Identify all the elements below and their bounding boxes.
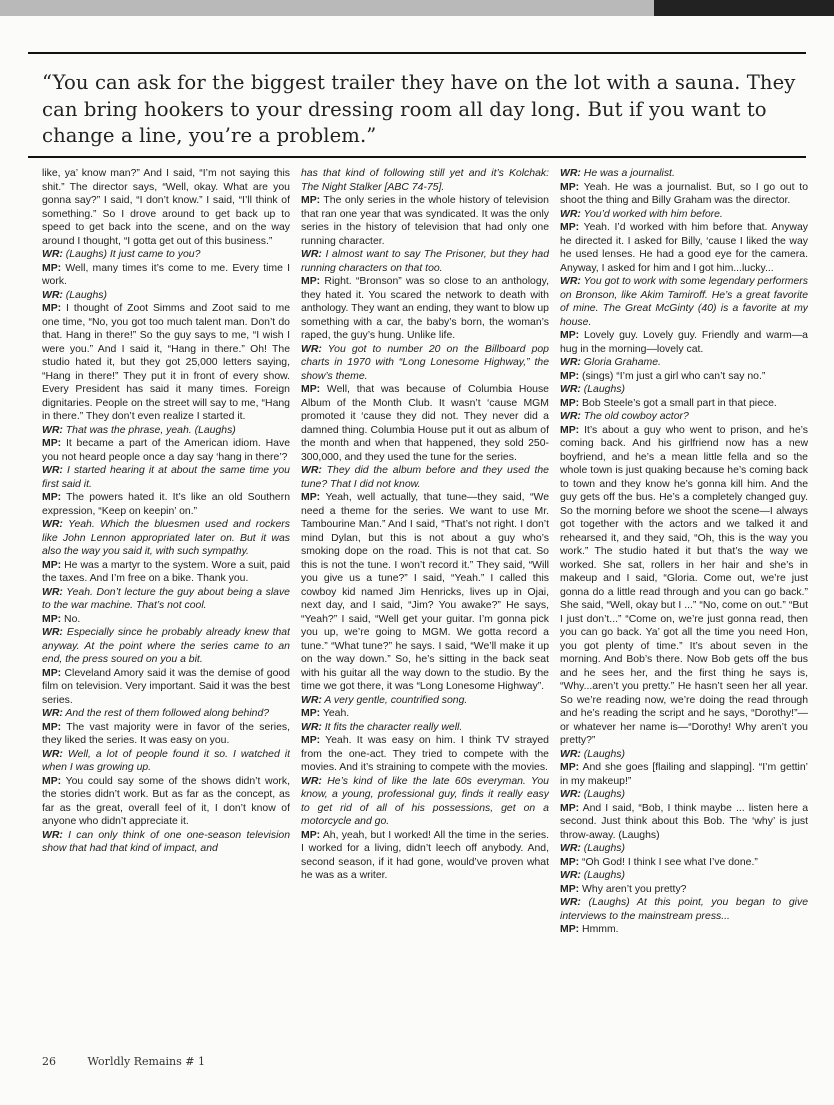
paragraph-text: Well, many times it’s come to me. Every time I work. <box>42 262 290 287</box>
speaker-label: MP: <box>560 762 580 773</box>
paragraph-text: Well, that was because of Columbia House Album of the Month Club. It wasn’t ‘cause MGM promoted it ‘cause they did not. They never did a damned thing. Columbia House put it out as album of the month and when that happened, they sold 250-300,000, and they used the tune for the series. <box>301 384 549 463</box>
paragraph-text: (Laughs) It just came to you? <box>65 249 201 260</box>
interview-paragraph <box>560 370 808 384</box>
paragraph-text: He was a journalist. <box>583 168 675 179</box>
interview-paragraph <box>301 343 549 384</box>
paragraph-text: You got to number 20 on the Billboard pop charts in 1970 with “Long Lonesome Highway,” the show’s theme. <box>301 343 549 382</box>
paragraph-text: has that kind of following still yet and it’s Kolchak: The Night Stalker [ABC 74-75]. <box>301 168 549 193</box>
speaker-label: MP: <box>560 883 580 895</box>
top-bar <box>0 0 834 16</box>
interview-paragraph <box>42 748 290 775</box>
speaker-label: WR: <box>560 168 581 179</box>
interview-paragraph <box>42 559 290 586</box>
speaker-label: WR: <box>301 775 322 787</box>
interview-paragraph <box>301 829 549 883</box>
speaker-label: WR: <box>42 424 63 436</box>
speaker-label: WR: <box>42 586 63 598</box>
paragraph-text: That was the phrase, yeah. (Laughs) <box>65 424 236 436</box>
paragraph-text: And she goes [flailing and slapping]. “I’m gettin’ in my makeup!” <box>560 762 808 787</box>
speaker-label: WR: <box>42 748 63 760</box>
interview-paragraph <box>42 707 290 721</box>
top-bar-dark-block <box>654 0 834 16</box>
speaker-label: WR: <box>42 627 63 638</box>
interview-paragraph <box>301 275 549 343</box>
interview-paragraph <box>560 383 808 397</box>
interview-paragraph <box>560 761 808 788</box>
interview-paragraph <box>301 694 549 708</box>
speaker-label: WR: <box>560 870 581 881</box>
interview-paragraph <box>42 829 290 856</box>
interview-paragraph <box>42 262 290 289</box>
article-columns <box>42 167 808 1049</box>
paragraph-text: Lovely guy. Lovely guy. Friendly and warm—a hug in the morning—lovely cat. <box>560 330 808 355</box>
interview-paragraph <box>560 181 808 208</box>
speaker-label: MP: <box>560 397 580 409</box>
interview-paragraph <box>301 707 549 721</box>
page-number: 26 <box>42 1055 56 1068</box>
speaker-label: WR: <box>560 843 581 854</box>
interview-paragraph <box>301 491 549 694</box>
interview-paragraph <box>560 356 808 370</box>
speaker-label: WR: <box>560 384 581 395</box>
paragraph-text: The old cowboy actor? <box>583 411 689 422</box>
interview-paragraph <box>560 883 808 897</box>
publication-title: Worldly Remains # 1 <box>87 1055 205 1068</box>
paragraph-text: I thought of Zoot Simms and Zoot said to me one time, “No, you got too much talent man. Don’t do that. Hang in there!” So the guy says to me, “I wish I were you.” And I said it, “Hang in there.” Oh! The studio hated it, but they got 25,000 letters saying, “Hang in there!” They put it in front of every show. Every President has said it many times. Foreign dignitaries. People on the street will say to me, “Hang in there.” They don’t even realize I started it. <box>42 303 290 422</box>
quote-bottom-rule <box>28 156 806 158</box>
paragraph-text: Yeah, well actually, that tune—they said, “We need a theme for the series. We want to use Mr. Tambourine Man.” And I said, “That’s not right. I don’t mind Dylan, but this is not about a guy who’s smoking dope on the road. This is not that cat. So this is not the tune. I won’t record it.” They said, “Will you give us a tune?” I said, “Yeah.” I called this cowboy kid named Jim Henricks, lives up in Ojai, next day, and I said, “Jim? You awake?” He says, “Yeah?” I said, “Well get your guitar. I’m gonna pick you up, we’re going to MGM. We gotta record a tune.” “What tune?” he says. I said, “We’ll make it up on the way down.” So, he’s sitting in the back seat with his guitar all the way down to the studio. By the time we got there, it was “Long Lonesome Highway”. <box>301 492 549 692</box>
paragraph-text: like, ya’ know man?” And I said, “I’m not saying this shit.” The director says, “Well, okay. What are you gonna say?” I said, “I don’t know.” I said, “I’ll think of something.” So I drove around to get back up to speed to get back into the scene, and on the way around I thought, “I gotta get out of this business.” <box>42 168 290 247</box>
speaker-label: WR: <box>560 276 581 287</box>
paragraph-text: The powers hated it. It’s like an old Southern expression, “Keep on keepin’ on.” <box>42 492 290 517</box>
interview-paragraph <box>42 248 290 262</box>
interview-paragraph <box>42 437 290 464</box>
interview-paragraph <box>301 734 549 775</box>
speaker-label: WR: <box>42 829 63 841</box>
speaker-label: MP: <box>301 708 321 719</box>
paragraph-text: (Laughs) <box>583 843 625 854</box>
paragraph-text: Yeah. Which the bluesmen used and rockers like John Lennon appropriated later on. But it was also the way you said it, with such sympathy. <box>42 519 290 557</box>
speaker-label: MP: <box>560 370 580 382</box>
speaker-label: WR: <box>42 519 63 530</box>
interview-paragraph <box>301 167 549 194</box>
paragraph-text: I started hearing it at about the same time you first said it. <box>42 465 290 490</box>
paragraph-text: Yeah. Don’t lecture the guy about being a slave to the war machine. That’s not cool. <box>42 586 290 611</box>
interview-paragraph <box>560 275 808 329</box>
column-1 <box>42 167 290 1049</box>
speaker-label: MP: <box>560 802 580 814</box>
speaker-label: WR: <box>560 357 581 368</box>
paragraph-text: Especially since he probably already knew that anyway. At the point where the series came to an end, the press soured on you a bit. <box>42 627 290 665</box>
interview-paragraph <box>301 464 549 491</box>
interview-paragraph <box>301 194 549 248</box>
page-footer <box>42 1055 205 1068</box>
interview-paragraph <box>560 208 808 222</box>
speaker-label: MP: <box>42 613 62 625</box>
speaker-label: WR: <box>560 208 581 220</box>
paragraph-text: (Laughs) <box>65 289 107 301</box>
speaker-label: WR: <box>560 748 581 760</box>
paragraph-text: I almost want to say The Prisoner, but they had running characters on that too. <box>301 249 549 274</box>
speaker-label: MP: <box>301 384 321 395</box>
paragraph-text: Yeah. <box>322 708 350 719</box>
interview-paragraph <box>42 667 290 708</box>
interview-paragraph <box>560 842 808 856</box>
speaker-label: WR: <box>560 411 581 422</box>
paragraph-text: (Laughs) <box>583 748 625 760</box>
paragraph-text: It became a part of the American idiom. Have you not heard people once a day say ‘hang in there’? <box>42 438 290 463</box>
interview-paragraph <box>301 383 549 464</box>
speaker-label: MP: <box>42 262 62 274</box>
speaker-label: MP: <box>301 276 321 287</box>
interview-paragraph <box>42 626 290 667</box>
paragraph-text: It’s about a guy who went to prison, and he’s coming back. And his girlfriend now has a new boyfriend, and he’s a mean little fella and so the whole town is just quaking because he’s coming back to town and they know he’s gonna kill him. And the guy gets off the bus. He’s a completely changed guy. So the morning before we shoot the scene—I always got together with the actors and we talked it and rehearsed it, and they said, “Oh, this is the way you work.” The studio hated it but that’s the way we worked. She sat, rollers in her hair and she’s in makeup and I said, “Gloria. Come out, we’re just gonna do a little read through and you can go back.” She said, “Well, okay but I ...” “No, come on out.” “But I just don’t...” “Come on, we’re just gonna read, then you can go back. Ya’ got all the time you need Hon, you got plenty of time.” It’s about seven in the morning. And Bob’s there. Now Bob gets off the bus and he sees her, and the first thing he says is, “Why...aren’t you pretty.” He hasn’t seen her all year. So we’re reading now, we’re doing the read through and he’s reading the script and he says, “Dorothy!”—or whatever her name is—“Dorothy! Why aren’t you pretty?” <box>560 424 808 746</box>
paragraph-text: You got to work with some legendary performers on Bronson, like Akim Tamiroff. He’s a great favorite of mine. The Great McGinty (40) is a favorite at my house. <box>560 276 808 328</box>
paragraph-text: Hmmm. <box>582 924 619 935</box>
speaker-label: MP: <box>42 559 62 571</box>
interview-paragraph <box>42 775 290 829</box>
interview-paragraph <box>560 788 808 802</box>
interview-paragraph <box>301 721 549 735</box>
speaker-label: MP: <box>560 181 580 193</box>
speaker-label: MP: <box>560 924 580 935</box>
speaker-label: WR: <box>560 897 581 908</box>
paragraph-text: (Laughs) <box>583 384 625 395</box>
interview-paragraph <box>42 518 290 559</box>
paragraph-text: Cleveland Amory said it was the demise of good film on television. Very important. Said it was the best series. <box>42 667 290 706</box>
paragraph-text: (sings) “I’m just a girl who can’t say no.” <box>582 370 766 382</box>
speaker-label: WR: <box>42 289 63 301</box>
interview-paragraph <box>560 802 808 843</box>
speaker-label: MP: <box>42 721 62 733</box>
paragraph-text: Why aren’t you pretty? <box>582 883 687 895</box>
paragraph-text: Bob Steele’s got a small part in that piece. <box>582 397 777 409</box>
paragraph-text: Right. “Bronson” was so close to an anthology, they hated it. You scared the network to death with anthology. They want an ending, they want to blow up something with a car, the baby’s born, the woman’s raped, the guy’s hung. Unlike life. <box>301 276 549 341</box>
paragraph-text: “Oh God! I think I see what I’ve done.” <box>582 856 758 868</box>
interview-paragraph <box>560 167 808 181</box>
interview-paragraph <box>42 613 290 627</box>
paragraph-text: They did the album before and they used the tune? That I did not know. <box>301 465 549 490</box>
interview-paragraph <box>560 748 808 762</box>
speaker-label: WR: <box>301 343 322 355</box>
speaker-label: WR: <box>42 708 63 719</box>
interview-paragraph <box>42 424 290 438</box>
interview-paragraph <box>560 329 808 356</box>
speaker-label: MP: <box>560 330 580 341</box>
interview-paragraph <box>42 464 290 491</box>
paragraph-text: (Laughs) <box>583 870 625 881</box>
speaker-label: MP: <box>301 735 321 746</box>
interview-paragraph <box>42 491 290 518</box>
interview-paragraph <box>560 869 808 883</box>
interview-paragraph <box>560 221 808 275</box>
interview-paragraph <box>42 302 290 424</box>
speaker-label: MP: <box>560 424 580 436</box>
speaker-label: WR: <box>560 789 581 800</box>
paragraph-text: And I said, “Bob, I think maybe ... listen here a second. Just think about this Bob. The ‘why’ is just throw-away. (Laughs) <box>560 802 808 841</box>
paragraph-text: Ah, yeah, but I worked! All the time in the series. I worked for a living, didn’t leech off anybody. And, second season, if it had gone, would’ve proven what he was as a writer. <box>301 829 549 881</box>
speaker-label: MP: <box>301 492 321 503</box>
column-3 <box>560 167 808 1049</box>
speaker-label: WR: <box>42 249 63 260</box>
speaker-label: MP: <box>560 856 580 868</box>
paragraph-text: Yeah. It was easy on him. I think TV strayed from the one-act. They tried to compete with the movies. And it’s straining to compete with the movies. <box>301 735 549 773</box>
paragraph-text: He was a martyr to the system. Wore a suit, paid the taxes. And I’m free on a bike. Thank you. <box>42 559 290 584</box>
paragraph-text: No. <box>64 613 81 625</box>
speaker-label: MP: <box>42 492 62 503</box>
pull-quote: “You can ask for the biggest trailer they have on the lot with a sauna. They can bring hookers to your dressing room all day long. But if you want to change a line, you’re a problem.” <box>42 71 796 147</box>
interview-paragraph <box>560 424 808 748</box>
interview-paragraph <box>560 896 808 923</box>
speaker-label: WR: <box>301 249 322 260</box>
interview-paragraph <box>560 397 808 411</box>
top-rule <box>28 52 806 54</box>
paragraph-text: Gloria Grahame. <box>583 357 661 368</box>
interview-paragraph <box>42 586 290 613</box>
paragraph-text: You’d worked with him before. <box>583 208 723 220</box>
paragraph-text: Well, a lot of people found it so. I watched it when I was growing up. <box>42 748 290 773</box>
column-2 <box>301 167 549 1049</box>
paragraph-text: I can only think of one one-season television show that had that kind of impact, and <box>42 829 290 854</box>
paragraph-text: Yeah. I’d worked with him before that. Anyway he directed it. I asked for Billy, ‘cause I liked the way he used lenses. He had a good eye for the camera. Anyway, I asked for him and I got him...lucky... <box>560 222 808 274</box>
paragraph-text: A very gentle, countrified song. <box>324 694 468 706</box>
speaker-label: MP: <box>560 222 580 233</box>
interview-paragraph <box>301 248 549 275</box>
interview-paragraph <box>301 775 549 829</box>
speaker-label: WR: <box>42 465 63 476</box>
interview-paragraph <box>560 410 808 424</box>
paragraph-text: (Laughs) <box>583 789 625 800</box>
paragraph-text: The only series in the whole history of television that ran one year that was syndicated. It was the only series in the history of television that had only one running character. <box>301 195 549 247</box>
paragraph-text: You could say some of the shows didn’t work, the stories didn’t work. But as far as the concept, as far as the great, overall feel of it, I don’t know of anyone who didn’t appreciate it. <box>42 775 290 827</box>
interview-paragraph <box>560 923 808 937</box>
speaker-label: WR: <box>301 694 322 706</box>
speaker-label: WR: <box>301 721 322 733</box>
paragraph-text: Yeah. He was a journalist. But, so I go out to shoot the thing and Billy Graham was the director. <box>560 181 808 206</box>
interview-paragraph <box>42 167 290 248</box>
interview-paragraph <box>42 721 290 748</box>
speaker-label: MP: <box>42 438 62 449</box>
paragraph-text: (Laughs) At this point, you began to give interviews to the mainstream press... <box>560 897 808 922</box>
paragraph-text: The vast majority were in favor of the series, they liked the series. It was easy on you. <box>42 721 290 746</box>
speaker-label: MP: <box>42 667 62 679</box>
paragraph-text: He’s kind of like the late 60s everyman. You know, a young, professional guy, finds it really easy to get rid of all of his possessions, get on a motorcycle and go. <box>301 775 549 827</box>
speaker-label: MP: <box>42 775 62 787</box>
speaker-label: MP: <box>301 829 321 841</box>
paragraph-text: It fits the character really well. <box>324 721 463 733</box>
speaker-label: MP: <box>301 195 321 206</box>
paragraph-text: And the rest of them followed along behind? <box>65 708 270 719</box>
speaker-label: MP: <box>42 303 62 314</box>
interview-paragraph <box>42 289 290 303</box>
interview-paragraph <box>560 856 808 870</box>
speaker-label: WR: <box>301 465 322 476</box>
